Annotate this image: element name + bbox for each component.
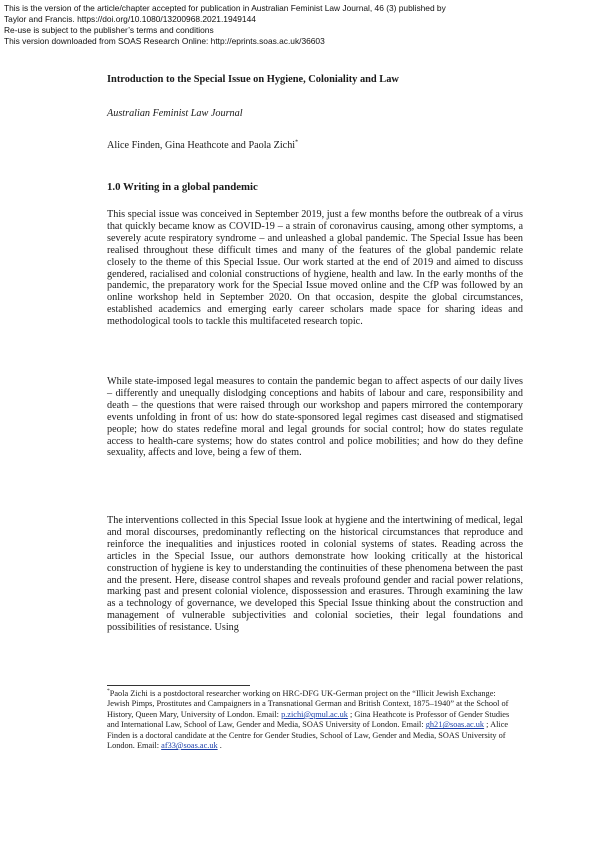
paragraph-1: This special issue was conceived in September 2019, just a few months before the outbreak of a virus that quickly became know as COVID-19 – a strain of coronavirus causing, among other symptoms, a severely acute respiratory syndrome – and unleashed a global pandemic. The Special Issue has been realised throughout these difficult times and many of the features of the global pandemic relate closely to the theme of this Special Issue. Our work started at the end of 2019 and aimed to discuss gendered, racialised and colonial constructions of hygiene, health and law. In the early months of the pandemic, the preparatory work for the Special Issue moved online and the CfP was followed by an online workshop held in September 2020. On that occasion, despite the global circumstances, established academics and emerging early career scholars made space for sharing ideas and methodological tools to tackle this multifaceted research topic.	[107, 209, 523, 328]
email-link-finden[interactable]: af33@soas.ac.uk	[161, 741, 218, 751]
footnote-text-2: ; Gina Heathcote is Professor of Gender Studies and International Law, School of Law, Gender and Media, SOAS University of London. Email:	[107, 709, 510, 730]
section-heading: 1.0 Writing in a global pandemic	[107, 181, 258, 193]
banner-line-publication: This is the version of the article/chapter accepted for publication in Australian Feminist Law Journal, 46 (3) published by	[4, 3, 446, 13]
repository-banner	[4, 3, 589, 47]
banner-line-download[interactable]: This version downloaded from SOAS Research Online: http://eprints.soas.ac.uk/36603	[4, 36, 325, 47]
email-link-zichi[interactable]: p.zichi@qmul.ac.uk	[281, 709, 348, 719]
footnote-text-3: ; Alice Finden is a doctoral candidate at the Centre for Gender Studies, School of Law, Gender and Media, SOAS University of London. Email:	[107, 720, 509, 751]
email-link-heathcote[interactable]: gh21@soas.ac.uk	[425, 720, 485, 730]
footnote-divider	[107, 685, 250, 686]
journal-name: Australian Feminist Law Journal	[107, 108, 243, 119]
paragraph-2: While state-imposed legal measures to contain the pandemic began to affect aspects of our daily lives – differently and unequally dislodging conceptions and habits of labour and care, responsibility and death – the questions that were raised through our workshop and papers mirrored the contemporary events unfolding in front of us: how do state-sponsored legal regimes cast diseased and stigmatised people; how do states redefine moral and legal grounds for social control; how do states regulate access to health-care systems; how do states control and police mobilities; and how do they define sexuality, affects and love, being a few of them.	[107, 376, 523, 459]
banner-line-doi[interactable]: Taylor and Francis. https://doi.org/10.1080/13200968.2021.1949144	[4, 14, 256, 25]
author-line	[107, 140, 523, 151]
footnote-mark: *	[107, 688, 110, 695]
footnote-text-4: .	[217, 741, 222, 751]
paragraph-3: The interventions collected in this Special Issue look at hygiene and the intertwining of medical, legal and moral discourses, predominantly reflecting on the historical circumstances that reproduce and reinforce the inequalities and injustices rooted in colonial systems of states. Reading across the articles in the Special Issue, our authors demonstrate how looking critically at the historical construction of hygiene is key to understanding the continuities of these phenomena between the past and the present. Here, disease control shapes and reveals profound gender and racial power relations, marking past and present colonial violence, dispossession and erasures. Through examining the law as a technology of governance, we developed this Special Issue thinking about the construction and management of vulnerable subjectivities and colonial societies, their legal foundations and possibilities of resistance. Using	[107, 515, 523, 634]
footnote	[107, 689, 517, 751]
author-footnote-mark[interactable]: *	[295, 139, 299, 146]
banner-line-reuse: Re-use is subject to the publisher’s terms and conditions	[4, 25, 214, 36]
author-names: Alice Finden, Gina Heathcote and Paola Zichi	[107, 140, 296, 151]
footnote-text-1: Paola Zichi is a postdoctoral researcher working on HRC-DFG UK-German project on the “Illicit Jewish Exchange: Jewish Pimps, Prostitutes and Campaigners in a Transnational German and British Context, 1875–1940” at the School of History, Queen Mary, University of London. Email:	[107, 689, 509, 719]
article-title: Introduction to the Special Issue on Hygiene, Coloniality and Law	[107, 74, 399, 85]
